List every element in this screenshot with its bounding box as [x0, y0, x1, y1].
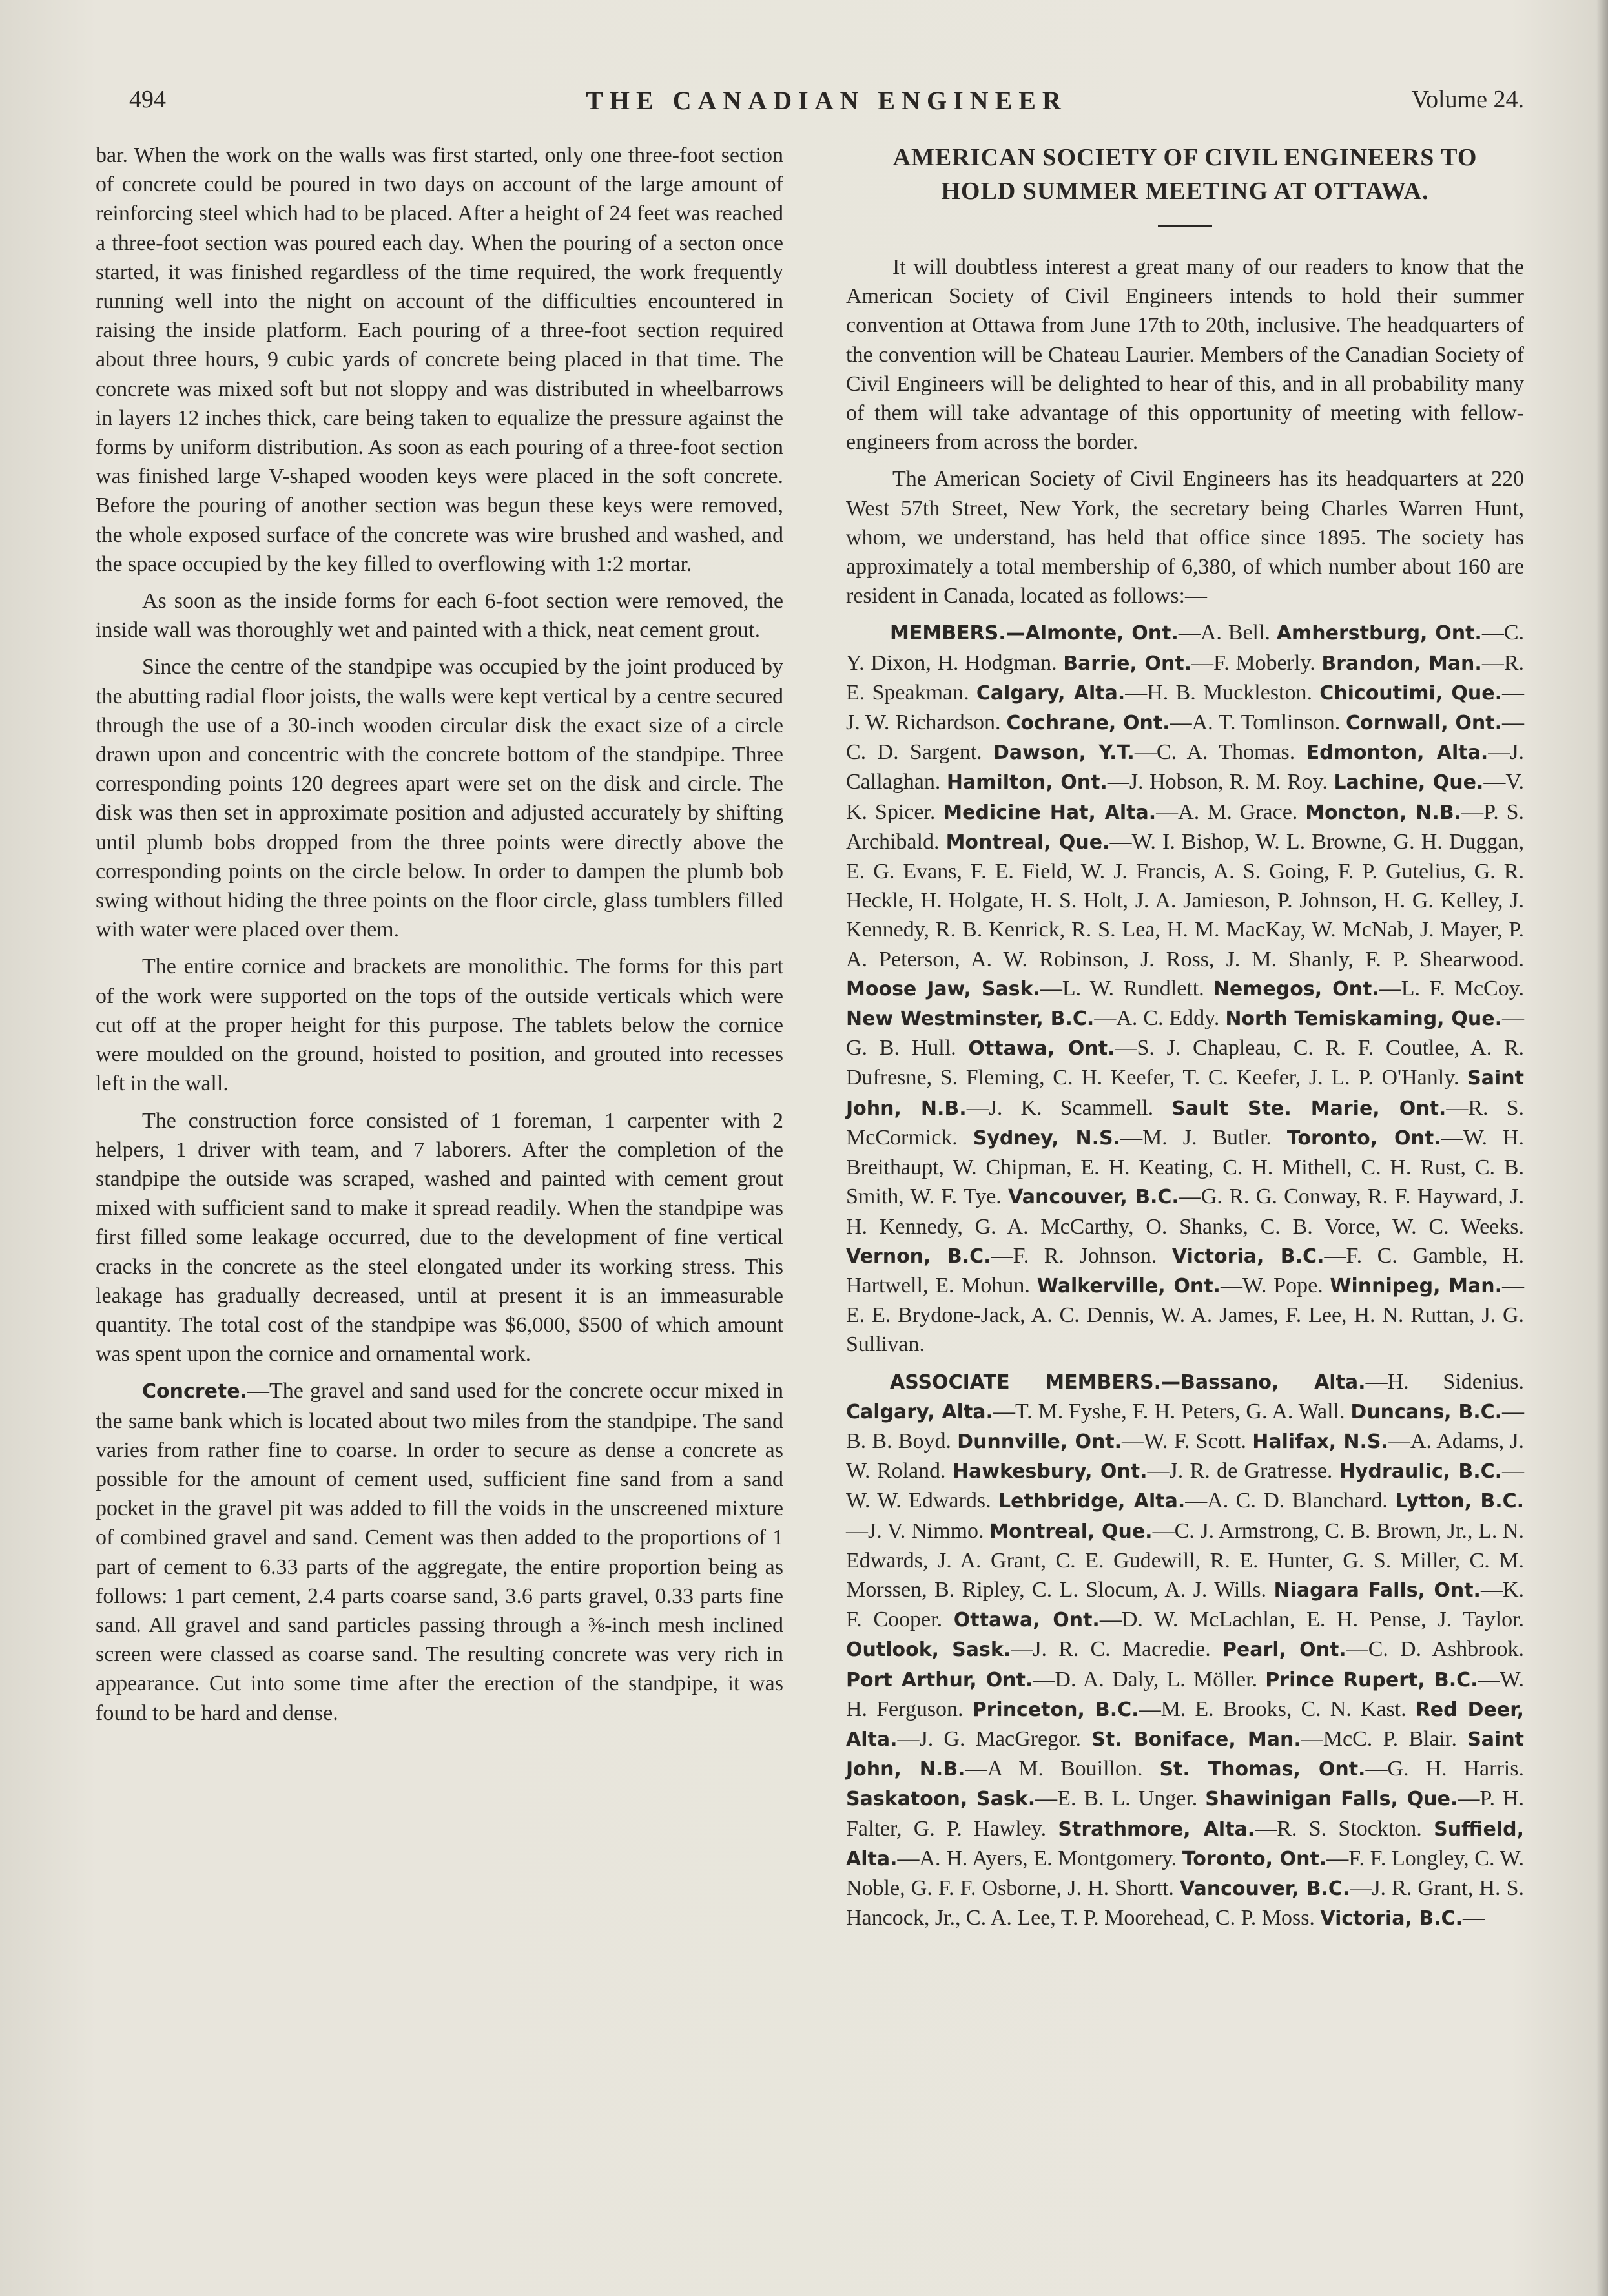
associate-entry-names: —J. R. de Gratresse.: [1147, 1459, 1333, 1484]
members-heading: MEMBERS.: [890, 622, 1006, 645]
member-entry-place: Montreal, Que.: [945, 831, 1110, 854]
associate-entry-names: —P. H. Falter, G. P. Hawley.: [846, 1786, 1525, 1841]
associate-entry-names: —W. H. Ferguson.: [846, 1667, 1525, 1721]
paragraph-concrete: [96, 1376, 783, 1727]
associate-entry-place: Calgary, Alta.: [846, 1400, 993, 1423]
member-entry-names: —L. W. Rundlett.: [1040, 976, 1204, 1000]
associate-entry-names: —G. H. Harris.: [1365, 1757, 1524, 1781]
associate-entry-names: —A. C. D. Blanchard.: [1185, 1489, 1388, 1513]
associate-entry-names: —M. E. Brooks, C. N. Kast.: [1139, 1697, 1407, 1721]
paragraph: As soon as the inside forms for each 6-foot section were removed, the inside wall was thoroughly wet and painted with a thick, neat cement grout.: [96, 589, 783, 643]
associate-members-paragraph: [846, 1367, 1524, 1934]
member-entry-place: Lachine, Que.: [1334, 771, 1484, 794]
member-entry-names: —A. Bell.: [1178, 621, 1270, 645]
associate-entry-place: Hydraulic, B.C.: [1339, 1460, 1503, 1484]
member-entry-names: —M. J. Butler.: [1120, 1125, 1272, 1150]
member-entry-place: Cornwall, Ont.: [1345, 712, 1503, 735]
member-entry-place: New Westminster, B.C.: [846, 1008, 1095, 1031]
member-entry-place: Dawson, Y.T.: [993, 741, 1135, 765]
member-entry-names: —G. R. G. Conway, R. F. Hayward, J. H. Kennedy, G. A. McCarthy, O. Shanks, C. B. Vorce, W. C. Weeks.: [846, 1184, 1525, 1239]
member-entry-place: Saint John, N.B.: [846, 1067, 1524, 1120]
member-entry-names: —A. C. Eddy.: [1094, 1006, 1220, 1031]
associate-entry-place: Lethbridge, Alta.: [998, 1490, 1186, 1513]
paragraph: Since the centre of the standpipe was occupied by the joint produced by the abutting radial floor joists, the walls were kept vertical by a centre secured through the use of a 30-inch wooden circular disk the exact size of a circle drawn upon and concentric with the concrete bottom of the standpipe. Three corresponding points 120 degrees apart were set on the disk and circle. The disk was then set in approximate position and adjusted accurately by shifting until plumb bobs dropped from the three points were directly above the corresponding points on the circle below. In order to dampen the plumb bob swing without hiding the three points on the floor circle, glass tumblers filled with water were placed over them.: [96, 655, 783, 942]
member-entry-names: —V. K. Spicer.: [846, 770, 1524, 824]
member-entry-names: —R. S. McCormick.: [846, 1095, 1524, 1150]
associate-entry-names: —A. H. Ayers, E. Montgomery.: [897, 1846, 1177, 1870]
associate-entry-place: Montreal, Que.: [989, 1520, 1153, 1543]
associate-entry-names: —: [1462, 1906, 1485, 1930]
member-entry-place: Amherstburg, Ont.: [1276, 622, 1482, 645]
member-entry-place: Edmonton, Alta.: [1306, 741, 1489, 765]
associate-entry-names: —A M. Bouillon.: [965, 1757, 1143, 1781]
member-entry-place: North Temiskaming, Que.: [1225, 1008, 1503, 1031]
associate-entry-place: Outlook, Sask.: [846, 1639, 1011, 1662]
member-entry-place: Walkerville, Ont.: [1036, 1274, 1221, 1298]
member-entry-names: —F. R. Johnson.: [991, 1243, 1157, 1268]
member-entry-place: Brandon, Man.: [1321, 652, 1482, 675]
associate-entry-place: Vancouver, B.C.: [1179, 1877, 1350, 1900]
member-entry-names: —R. E. Speakman.: [846, 650, 1524, 705]
member-entry-names: —F. Moberly.: [1191, 650, 1315, 675]
associate-entry-place: Lytton, B.C.: [1395, 1490, 1525, 1513]
member-entry-names: —F. C. Gamble, H. Hartwell, E. Mohun.: [846, 1243, 1525, 1298]
article-title-line: AMERICAN SOCIETY OF CIVIL ENGINEERS TO: [892, 144, 1478, 171]
member-entry-place: Ottawa, Ont.: [968, 1037, 1115, 1060]
associate-entry-names: —E. B. L. Unger.: [1035, 1786, 1198, 1811]
associate-entry-place: Duncans, B.C.: [1350, 1400, 1503, 1423]
page-header: [129, 85, 1524, 124]
journal-title: THE CANADIAN ENGINEER: [586, 86, 1067, 115]
member-entry-names: —A. M. Grace.: [1156, 800, 1298, 824]
paragraph: bar. When the work on the walls was first started, only one three-foot section of concrete could be poured in two days on account of the large amount of reinforcing steel which had to be placed. After a height of 24 feet was reached a three-foot section was poured each day. When the pouring of a secton once started, it was finished regardless of the time required, the work frequently running well into the night on account of the difficulties encountered in raising the inside platform. Each pouring of a three-foot section required about three hours, 9 cubic yards of concrete being placed in that time. The concrete was mixed soft but not sloppy and was distributed in wheelbarrows in layers 12 inches thick, care being taken to equalize the pressure against the forms by uniform distribution. As soon as each pouring of a three-foot section was finished large V-shaped wooden keys were placed in the soft concrete. Before the pouring of another section was begun these keys were removed, the whole exposed surface of the concrete was wire brushed and washed, and the space occupied by the key filled to overflowing with 1:2 mortar.: [96, 143, 783, 576]
right-column: [846, 141, 1524, 1941]
paragraph: The American Society of Civil Engineers has its headquarters at 220 West 57th Street, New York, the secretary being Charles Warren Hunt, whom, we understand, has held that office since 1895. The society has approximately a total membership of 6,380, of which number about 160 are resident in Canada, located as follows:—: [846, 467, 1524, 608]
associate-entry-place: Dunnville, Ont.: [957, 1430, 1122, 1453]
associate-entry-names: —W. F. Scott.: [1122, 1429, 1247, 1453]
page-edge-shadow: [1596, 0, 1608, 2296]
associate-entry-names: —R. S. Stockton.: [1255, 1816, 1422, 1841]
paragraph: It will doubtless interest a great many of our readers to know that the American Society of Civil Engineers intends to hold their summer convention at Ottawa from June 17th to 20th, inclusive. The headquarters of the convention will be Chateau Laurier. Members of the Canadian Society of Civil Engineers will be delighted to hear of this, and in all probability many of them will take advantage of this opportunity of meeting with fellow-engineers from across the border.: [846, 255, 1524, 455]
member-entry-names: —J. K. Scammell.: [966, 1095, 1154, 1120]
member-entry-names: —J. Callaghan.: [846, 740, 1525, 794]
associate-entry-names: —B. B. Boyd.: [846, 1399, 1525, 1453]
member-entry-names: —W. H. Breithaupt, W. Chipman, E. H. Keating, C. H. Mithell, C. H. Rust, C. B. Smith, W. F. Tye.: [846, 1125, 1525, 1209]
left-column: [96, 141, 783, 1735]
associate-entry-names: —C. D. Ashbrook.: [1346, 1637, 1525, 1662]
member-entry-place: Cochrane, Ont.: [1006, 712, 1170, 735]
concrete-text: —The gravel and sand used for the concrete occur mixed in the same bank which is located about two miles from the standpipe. The sand varies from rather fine to coarse. In order to secure as dense a concrete as possible for the amount of cement used, sufficient fine sand from a sand pocket in the gravel pit was added to fill the voids in the unscreened mixture of combined gravel and sand. Cement was then added to the proportions of 1 part of cement to 6.33 parts of the aggregate, the entire proportion being as follows: 1 part cement, 2.4 parts coarse sand, 3.6 parts gravel, 0.33 parts fine sand. All gravel and sand particles passing through a ⅜-inch mesh inclined screen were classed as coarse sand. The resulting concrete was very rich in appearance. Cut into some time after the erection of the standpipe, it was found to be hard and dense.: [96, 1379, 783, 1725]
associate-entry-place: Halifax, N.S.: [1252, 1430, 1388, 1453]
member-entry-place: Victoria, B.C.: [1171, 1245, 1325, 1268]
associate-entry-names: —T. M. Fyshe, F. H. Peters, G. A. Wall.: [993, 1399, 1345, 1423]
associate-entry-names: —D. A. Daly, L. Möller.: [1033, 1667, 1258, 1691]
member-entry-names: —S. J. Chapleau, C. R. F. Coutlee, A. R. Dufresne, S. Fleming, C. H. Keefer, T. C. Keefer, J. L. P. O'Hanly.: [846, 1036, 1525, 1090]
associate-entry-place: Victoria, B.C.: [1320, 1907, 1463, 1930]
associate-entry-names: —C. J. Armstrong, C. B. Brown, Jr., L. N. Edwards, J. A. Grant, C. E. Gudewill, R. E. Hunter, G. S. Miller, C. M. Morssen, B. Ripley, C. L. Slocum, A. J. Wills.: [846, 1518, 1525, 1602]
associate-entry-place: Red Deer, Alta.: [846, 1698, 1525, 1751]
associate-entry-place: St. Thomas, Ont.: [1159, 1758, 1366, 1781]
associate-entry-names: —W. W. Edwards.: [846, 1459, 1525, 1513]
member-entry-place: Calgary, Alta.: [976, 681, 1126, 705]
member-entry-names: —W. I. Bishop, W. L. Browne, G. H. Duggan, E. G. Evans, F. E. Field, W. J. Francis, A. S. Going, F. P. Gutelius, G. R. Heckle, H. Holgate, H. S. Holt, J. A. Jamieson, P. Johnson, H. G. Kelley, J. Kennedy, R. B. Kenrick, R. S. Lea, H. M. MacKay, W. McNab, J. Mayer, P. A. Peterson, A. W. Robinson, J. Ross, J. M. Shanly, F. P. Shearwood.: [846, 829, 1524, 971]
associate-entry-names: —A. Adams, J. W. Roland.: [846, 1429, 1525, 1484]
member-entry-place: Chicoutimi, Que.: [1319, 681, 1503, 705]
member-entry-place: Toronto, Ont.: [1286, 1126, 1441, 1150]
member-entry-place: Moncton, N.B.: [1305, 801, 1462, 824]
member-entry-names: —P. S. Archibald.: [846, 800, 1524, 854]
member-entry-place: Winnipeg, Man.: [1330, 1274, 1503, 1298]
associate-entry-place: Hawkesbury, Ont.: [952, 1460, 1148, 1484]
associate-entry-place: Shawinigan Falls, Que.: [1205, 1788, 1458, 1811]
associate-entry-names: —J. R. Grant, H. S. Hancock, Jr., C. A. Lee, T. P. Moorehead, C. P. Moss.: [846, 1876, 1525, 1930]
associate-entry-names: —H. Sidenius.: [1365, 1369, 1525, 1394]
member-entry-place: Barrie, Ont.: [1063, 652, 1192, 675]
member-entry-names: —L. F. McCoy.: [1379, 976, 1525, 1000]
member-entry-place: Moose Jaw, Sask.: [846, 977, 1040, 1000]
associate-entry-place: Princeton, B.C.: [972, 1698, 1139, 1721]
associate-entry-names: —J. G. MacGregor.: [897, 1726, 1082, 1751]
associate-members-heading: ASSOCIATE MEMBERS.: [890, 1370, 1161, 1394]
concrete-heading: Concrete.: [142, 1380, 247, 1403]
associate-entry-place: Niagara Falls, Ont.: [1273, 1578, 1481, 1602]
associate-entry-names: —McC. P. Blair.: [1301, 1726, 1457, 1751]
member-entry-names: —W. Pope.: [1220, 1273, 1323, 1298]
member-entry-place: —Almonte, Ont.: [1005, 622, 1179, 645]
member-entry-names: —C. D. Sargent.: [846, 710, 1525, 765]
associate-entry-place: Strathmore, Alta.: [1058, 1817, 1255, 1841]
associate-entry-place: St. Boniface, Man.: [1091, 1728, 1301, 1751]
article-title-line: HOLD SUMMER MEETING AT OTTAWA.: [941, 178, 1429, 205]
member-entry-names: —C. A. Thomas.: [1134, 740, 1295, 765]
paragraph: The entire cornice and brackets are monolithic. The forms for this part of the work were supported on the tops of the outside verticals which were cut off at the proper height for this purpose. The tablets below the cornice were moulded on the ground, hoisted to position, and grouted into recesses left in the wall.: [96, 955, 783, 1096]
associate-entry-place: Saint John, N.B.: [846, 1728, 1525, 1781]
associate-entry-place: Port Arthur, Ont.: [846, 1668, 1033, 1691]
member-entry-place: Vernon, B.C.: [846, 1245, 991, 1268]
article-title: [846, 141, 1524, 208]
associate-entry-names: —F. F. Longley, C. W. Noble, G. F. F. Osborne, J. H. Shortt.: [846, 1846, 1525, 1900]
member-entry-place: Vancouver, B.C.: [1008, 1186, 1179, 1209]
paragraph: The construction force consisted of 1 foreman, 1 carpenter with 2 helpers, 1 driver with team, and 7 laborers. After the completion of the standpipe the outside was scraped, washed and painted with cement grout mixed with sufficient sand to make it spread readily. When the standpipe was first filled some leakage occurred, due to the development of fine vertical cracks in the concrete as the steel elongated under its working stress. This leakage has gradually decreased, until at present it is an immeasurable quantity. The total cost of the standpipe was $6,000, $500 of which amount was spent upon the cornice and ornamental work.: [96, 1108, 783, 1367]
member-entry-names: —E. E. Brydone-Jack, A. C. Dennis, W. A. James, F. Lee, H. N. Ruttan, J. G. Sullivan.: [846, 1273, 1525, 1357]
member-entry-place: Nemegos, Ont.: [1213, 977, 1379, 1000]
member-entry-place: Medicine Hat, Alta.: [943, 801, 1157, 824]
associate-entry-place: Prince Rupert, B.C.: [1265, 1668, 1478, 1691]
member-entry-names: —G. B. Hull.: [846, 1006, 1525, 1060]
member-entry-place: Sault Ste. Marie, Ont.: [1171, 1097, 1447, 1120]
members-paragraph: [846, 618, 1524, 1359]
page-number: 494: [129, 86, 166, 113]
associate-entry-names: —D. W. McLachlan, E. H. Pense, J. Taylor.: [1099, 1608, 1525, 1632]
member-entry-place: Sydney, N.S.: [973, 1126, 1121, 1150]
associate-entry-place: —Bassano, Alta.: [1160, 1370, 1366, 1394]
associate-entry-names: —J. V. Nimmo.: [846, 1518, 984, 1543]
associate-entry-place: Suffield, Alta.: [846, 1817, 1525, 1870]
title-rule: [1158, 225, 1212, 227]
member-entry-names: —A. T. Tomlinson.: [1170, 710, 1341, 735]
member-entry-place: Hamilton, Ont.: [946, 771, 1108, 794]
associate-entry-place: Saskatoon, Sask.: [846, 1788, 1036, 1811]
associate-entry-names: —J. R. C. Macredie.: [1011, 1637, 1211, 1662]
associate-entry-place: Ottawa, Ont.: [953, 1609, 1100, 1632]
members-list: [846, 618, 1524, 1933]
member-entry-names: —J. W. Richardson.: [846, 680, 1525, 735]
member-entry-names: —C. Y. Dixon, H. Hodgman.: [846, 621, 1525, 675]
associate-entry-names: —K. F. Cooper.: [846, 1577, 1525, 1632]
associate-entry-place: Pearl, Ont.: [1222, 1639, 1346, 1662]
member-entry-names: —J. Hobson, R. M. Roy.: [1107, 770, 1328, 794]
associate-entry-place: Toronto, Ont.: [1182, 1847, 1327, 1870]
member-entry-names: —H. B. Muckleston.: [1125, 680, 1312, 705]
volume-label: Volume 24.: [1411, 86, 1524, 113]
